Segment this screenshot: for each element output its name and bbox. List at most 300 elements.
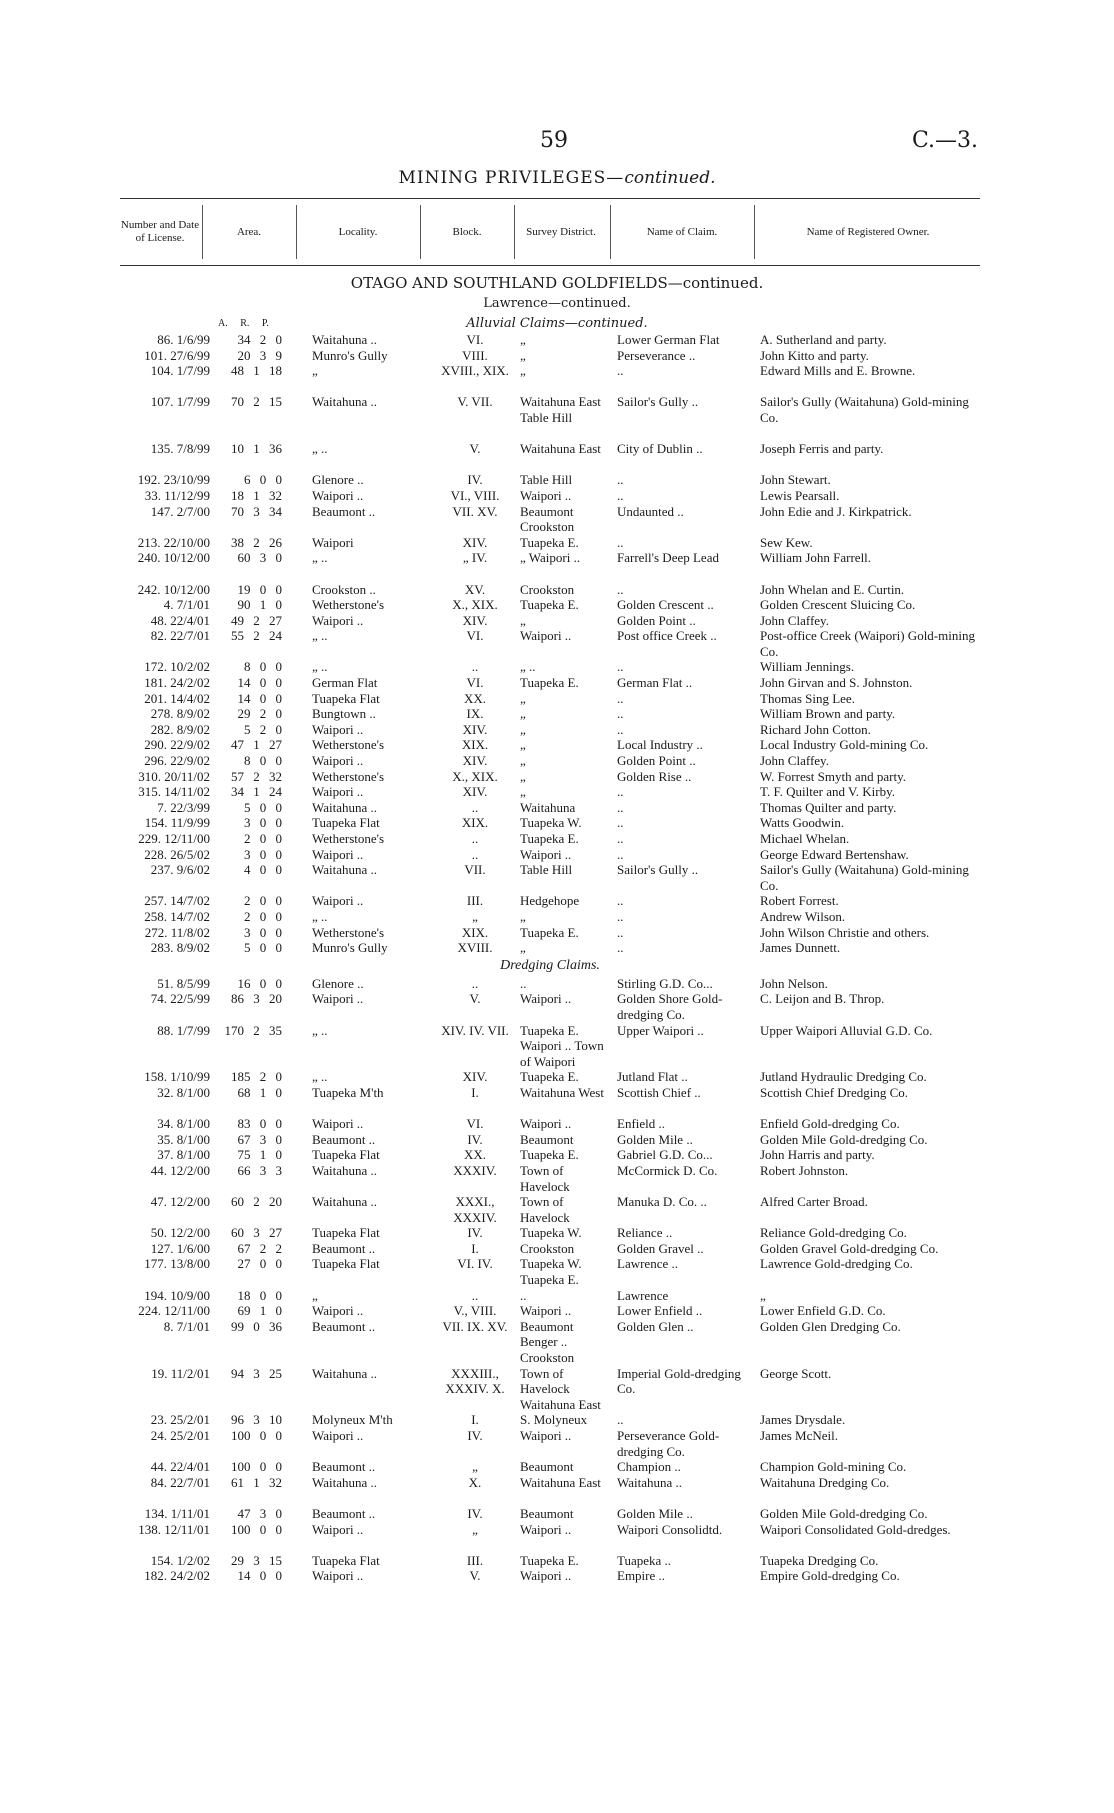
claim-name-cell: Tuapeka .. <box>617 1552 672 1568</box>
block-cell: V. VII. <box>457 394 493 410</box>
owner-cell: Watts Goodwin. <box>760 815 845 831</box>
locality-cell: Waitahuna .. <box>312 799 378 815</box>
claim-name-cell: Golden Point .. <box>617 612 696 628</box>
table-row <box>120 1553 980 1569</box>
claim-name-cell: .. <box>617 799 624 815</box>
block-cell: IV. <box>467 1506 483 1521</box>
col-divider <box>202 205 203 259</box>
col-header-area: Area. <box>236 225 262 238</box>
survey-cell: „ Waipori .. <box>520 550 581 566</box>
col-header-claim: Name of Claim. <box>646 225 718 238</box>
claim-name-cell: Manuka D. Co. .. <box>617 1194 707 1210</box>
table-row <box>120 1288 980 1304</box>
owner-cell: Alfred Carter Broad. <box>760 1194 868 1210</box>
claim-name-cell: .. <box>617 1412 624 1428</box>
col-header-locality: Locality. <box>338 225 378 238</box>
table-row <box>120 394 980 441</box>
survey-cell: Tuapeka E. <box>520 1147 579 1163</box>
area-cell: 47 1 27 <box>231 737 282 753</box>
area-cell: 2 0 0 <box>244 908 282 924</box>
owner-cell: Robert Forrest. <box>760 893 839 909</box>
license-cell: 282. 8/9/02 <box>150 721 210 737</box>
block-cell: V., VIII. <box>453 1303 497 1319</box>
block-cell: XV. <box>464 581 486 597</box>
survey-cell: Waipori .. <box>520 487 572 503</box>
locality-cell: „ <box>312 363 318 379</box>
page-number: 59 <box>540 128 568 153</box>
owner-cell: Enfield Gold-dredging Co. <box>760 1116 900 1132</box>
license-cell: 138. 12/11/01 <box>138 1521 210 1537</box>
owner-cell: W. Forrest Smyth and party. <box>760 768 906 784</box>
license-cell: 296. 22/9/02 <box>144 753 210 769</box>
survey-cell: „ <box>520 753 526 769</box>
area-cell: 170 2 35 <box>224 1022 282 1038</box>
license-cell: 32. 8/1/00 <box>157 1084 210 1100</box>
owner-cell: John Nelson. <box>760 975 828 991</box>
block-cell: VI. <box>466 628 484 644</box>
table-row <box>120 862 980 893</box>
area-cell: 185 2 0 <box>231 1069 282 1085</box>
block-cell: XXXIII., XXXIV. X. <box>445 1365 505 1397</box>
table-row <box>120 1366 980 1413</box>
owner-cell: Lawrence Gold-dredging Co. <box>760 1256 913 1272</box>
owner-cell: Waitahuna Dredging Co. <box>760 1474 890 1490</box>
table-row <box>120 1147 980 1163</box>
table-row <box>120 800 980 816</box>
owner-cell: „ <box>760 1287 766 1303</box>
col-divider <box>754 205 755 259</box>
locality-cell: „ .. <box>312 441 328 457</box>
locality-cell: Tuapeka Flat <box>312 1147 380 1163</box>
col-divider <box>514 205 515 259</box>
area-cell: 60 2 20 <box>231 1194 282 1210</box>
license-cell: 86. 1/6/99 <box>157 332 210 347</box>
license-cell: 23. 25/2/01 <box>150 1412 210 1428</box>
claim-name-cell: Gabriel G.D. Co... <box>617 1147 713 1163</box>
area-cell: 29 2 0 <box>237 706 282 722</box>
table-row <box>120 332 980 348</box>
owner-cell: Golden Gravel Gold-dredging Co. <box>760 1240 939 1256</box>
owner-cell: Jutland Hydraulic Dredging Co. <box>760 1069 927 1085</box>
locality-cell: „ .. <box>312 1022 328 1038</box>
block-cell: XIX. <box>461 924 489 940</box>
block-cell: X., XIX. <box>452 597 498 613</box>
table-row <box>120 1225 980 1241</box>
survey-cell: Tuapeka E. Waipori .. Town of Waipori <box>520 1022 604 1069</box>
block-cell: XIV. IV. VII. <box>441 1022 509 1038</box>
area-cell: 57 2 32 <box>231 768 282 784</box>
license-cell: 48. 22/4/01 <box>150 612 210 628</box>
table-row <box>120 597 980 613</box>
claim-name-cell: .. <box>617 908 624 924</box>
locality-cell: Waipori .. <box>312 893 364 909</box>
locality-cell: Glenore .. <box>312 472 364 488</box>
claim-name-cell: Perseverance .. <box>617 347 696 363</box>
owner-cell: Golden Crescent Sluicing Co. <box>760 597 916 613</box>
license-cell: 240. 10/12/00 <box>137 550 210 566</box>
owner-cell: James McNeil. <box>760 1428 838 1444</box>
area-cell: 5 0 0 <box>244 940 282 956</box>
locality-cell: Tuapeka Flat <box>312 1225 380 1241</box>
survey-cell: „ <box>520 721 526 737</box>
survey-cell: .. <box>520 975 527 991</box>
area-cell: 67 2 2 <box>237 1240 282 1256</box>
locality-cell: Munro's Gully <box>312 940 388 956</box>
table-row <box>120 847 980 863</box>
license-cell: 82. 22/7/01 <box>150 628 210 644</box>
owner-cell: Sailor's Gully (Waitahuna) Gold-mining Co. <box>760 394 969 425</box>
claim-name-cell: .. <box>617 534 624 550</box>
table-row <box>120 815 980 831</box>
claim-name-cell: .. <box>617 784 624 800</box>
owner-cell: John Claffey. <box>760 753 829 769</box>
table-row <box>120 628 980 659</box>
table-row <box>120 909 980 925</box>
table-row <box>120 976 980 992</box>
table-row <box>120 753 980 769</box>
col-divider <box>296 205 297 259</box>
block-cell: .. <box>471 799 479 815</box>
area-cell: 60 3 27 <box>231 1225 282 1241</box>
block-cell: XIX. <box>461 737 489 753</box>
locality-cell: Waitahuna .. <box>312 394 378 410</box>
block-cell: I. <box>471 1240 479 1256</box>
survey-cell: Crookston <box>520 1240 575 1256</box>
license-cell: 237. 9/6/02 <box>150 862 210 878</box>
table-row <box>120 784 980 800</box>
locality-cell: Beaumont .. <box>312 503 376 519</box>
owner-cell: John Kitto and party. <box>760 347 869 363</box>
survey-cell: Waipori .. <box>520 1116 572 1132</box>
license-cell: 213. 22/10/00 <box>137 534 210 550</box>
owner-cell: Michael Whelan. <box>760 831 850 847</box>
owner-cell: Thomas Sing Lee. <box>760 690 855 706</box>
claim-name-cell: Lawrence <box>617 1287 669 1303</box>
block-cell: XIV. <box>462 784 488 800</box>
claim-name-cell: Lawrence .. <box>617 1256 678 1272</box>
survey-cell: „ <box>520 332 526 347</box>
owner-cell: Lower Enfield G.D. Co. <box>760 1303 886 1319</box>
block-cell: VI. <box>466 1116 484 1132</box>
owner-cell: A. Sutherland and party. <box>760 332 887 347</box>
license-cell: 104. 1/7/99 <box>150 363 210 379</box>
license-cell: 7. 22/3/99 <box>157 799 210 815</box>
claim-name-cell: Perseverance Gold-dredging Co. <box>617 1428 720 1459</box>
survey-cell: Beaumont Benger .. Crookston <box>520 1318 575 1366</box>
block-cell: XX. <box>463 690 487 706</box>
survey-cell: S. Molyneux <box>520 1412 588 1428</box>
area-cell: 2 0 0 <box>244 831 282 847</box>
block-cell: V. <box>469 991 481 1007</box>
block-cell: XXXI., XXXIV. <box>453 1194 497 1225</box>
locality-cell: Wetherstone's <box>312 768 385 784</box>
table-row <box>120 831 980 847</box>
table-row <box>120 659 980 675</box>
table-row <box>120 441 980 472</box>
table-row <box>120 1132 980 1148</box>
table-row <box>120 504 980 535</box>
claim-name-cell: .. <box>617 690 624 706</box>
owner-cell: George Edward Bertenshaw. <box>760 846 909 862</box>
block-cell: IX. <box>466 706 484 722</box>
owner-cell: Local Industry Gold-mining Co. <box>760 737 929 753</box>
table-row <box>120 613 980 629</box>
table-row <box>120 991 980 1022</box>
survey-cell: Waipori .. <box>520 1568 572 1584</box>
block-cell: XIV. <box>462 753 488 769</box>
block-cell: VII. <box>464 862 486 878</box>
area-cell: 3 0 0 <box>244 846 282 862</box>
claim-name-cell: Upper Waipori .. <box>617 1022 704 1038</box>
license-cell: 310. 20/11/02 <box>138 768 210 784</box>
alluvial-heading: Alluvial Claims—continued. <box>466 316 648 331</box>
area-cell: 66 3 3 <box>237 1162 282 1178</box>
locality-cell: Waipori .. <box>312 487 364 503</box>
table-row <box>120 940 980 956</box>
locality-cell: Beaumont .. <box>312 1131 376 1147</box>
owner-cell: John Stewart. <box>760 472 831 488</box>
locality-cell: „ .. <box>312 628 328 644</box>
table-row <box>120 1319 980 1366</box>
area-cell: 67 3 0 <box>237 1131 282 1147</box>
owner-cell: Empire Gold-dredging Co. <box>760 1568 900 1584</box>
owner-cell: John Wilson Christie and others. <box>760 924 930 940</box>
block-cell: VI., VIII. <box>450 487 500 503</box>
claim-name-cell: .. <box>617 487 624 503</box>
claim-name-cell: .. <box>617 831 624 847</box>
block-cell: XIV. <box>462 612 488 628</box>
area-cell: 61 1 32 <box>231 1474 282 1490</box>
area-cell: 34 2 0 <box>237 332 282 347</box>
district-heading: Lawrence—continued. <box>483 296 631 311</box>
owner-cell: William Jennings. <box>760 659 855 675</box>
survey-cell: „ .. <box>520 659 536 675</box>
block-cell: I. <box>471 1084 479 1100</box>
claim-name-cell: Waitahuna .. <box>617 1474 683 1490</box>
claim-name-cell: Jutland Flat .. <box>617 1069 688 1085</box>
owner-cell: Thomas Quilter and party. <box>760 799 897 815</box>
locality-cell: Wetherstone's <box>312 737 385 753</box>
owner-cell: Robert Johnston. <box>760 1162 849 1178</box>
area-cell: 99 0 36 <box>231 1318 282 1334</box>
license-cell: 229. 12/11/00 <box>138 831 210 847</box>
survey-cell: „ <box>520 784 526 800</box>
survey-cell: .. <box>520 1287 527 1303</box>
claim-name-cell: Scottish Chief .. <box>617 1084 701 1100</box>
area-cell: 5 2 0 <box>244 721 282 737</box>
claim-name-cell: Sailor's Gully .. <box>617 862 699 878</box>
owner-cell: Andrew Wilson. <box>760 908 846 924</box>
locality-cell: Waipori .. <box>312 846 364 862</box>
table-row <box>120 472 980 488</box>
survey-cell: „ <box>520 768 526 784</box>
area-cell: 18 1 32 <box>231 487 282 503</box>
block-cell: „ IV. <box>462 550 488 566</box>
survey-cell: Tuapeka W. <box>520 815 582 831</box>
claim-name-cell: .. <box>617 815 624 831</box>
survey-cell: Hedgehope <box>520 893 580 909</box>
area-cell: 96 3 10 <box>231 1412 282 1428</box>
claim-name-cell: .. <box>617 706 624 722</box>
block-cell: VIII. <box>462 347 488 363</box>
area-cell: 90 1 0 <box>237 597 282 613</box>
area-cell: 14 0 0 <box>237 675 282 691</box>
survey-cell: Tuapeka W. Tuapeka E. <box>520 1256 582 1288</box>
table-row <box>120 1163 980 1194</box>
owner-cell: George Scott. <box>760 1365 832 1381</box>
license-cell: 37. 8/1/00 <box>157 1147 210 1163</box>
owner-cell: John Girvan and S. Johnston. <box>760 675 913 691</box>
license-cell: 8. 7/1/01 <box>163 1318 210 1334</box>
survey-cell: „ <box>520 690 526 706</box>
claim-name-cell: .. <box>617 721 624 737</box>
table-row <box>120 1069 980 1085</box>
area-cell: 27 0 0 <box>237 1256 282 1272</box>
owner-cell: James Drysdale. <box>760 1412 846 1428</box>
block-cell: V. <box>469 441 481 457</box>
license-cell: 182. 24/2/02 <box>144 1568 210 1584</box>
survey-cell: Waipori .. <box>520 991 572 1007</box>
area-cell: 100 0 0 <box>231 1459 282 1475</box>
survey-cell: Crookston <box>520 581 575 597</box>
block-cell: V. <box>469 1568 481 1584</box>
owner-cell: Lewis Pearsall. <box>760 487 840 503</box>
license-cell: 228. 26/5/02 <box>144 846 210 862</box>
claim-name-cell: German Flat .. <box>617 675 693 691</box>
area-cell: 20 3 9 <box>237 347 282 363</box>
table-row <box>120 1116 980 1132</box>
claim-name-cell: Farrell's Deep Lead <box>617 550 719 566</box>
table-row <box>120 1241 980 1257</box>
table-row <box>120 1194 980 1225</box>
table-row <box>120 550 980 581</box>
license-cell: 201. 14/4/02 <box>144 690 210 706</box>
claim-name-cell: Enfield .. <box>617 1116 666 1132</box>
table-row <box>120 706 980 722</box>
locality-cell: Tuapeka M'th <box>312 1084 384 1100</box>
table-row <box>120 893 980 909</box>
survey-cell: Waipori .. <box>520 628 572 644</box>
claim-name-cell: Golden Mile .. <box>617 1506 693 1521</box>
claim-name-cell: Golden Shore Gold-dredging Co. <box>617 991 723 1022</box>
license-cell: 107. 1/7/99 <box>150 394 210 410</box>
claim-name-cell: .. <box>617 363 624 379</box>
license-cell: 194. 10/9/00 <box>144 1287 210 1303</box>
license-cell: 4. 7/1/01 <box>163 597 210 613</box>
license-cell: 127. 1/6/00 <box>150 1240 210 1256</box>
locality-cell: Waipori <box>312 534 354 550</box>
claim-name-cell: Local Industry .. <box>617 737 703 753</box>
area-cell: 29 3 15 <box>231 1552 282 1568</box>
area-cell: 3 0 0 <box>244 815 282 831</box>
locality-cell: Beaumont .. <box>312 1240 376 1256</box>
locality-cell: Waipori .. <box>312 721 364 737</box>
block-cell: „ <box>472 908 478 924</box>
table-row <box>120 722 980 738</box>
claim-name-cell: Golden Point .. <box>617 753 696 769</box>
license-cell: 192. 23/10/99 <box>137 472 210 488</box>
survey-cell: Beaumont <box>520 1131 574 1147</box>
area-cell: 2 0 0 <box>244 893 282 909</box>
locality-cell: Bungtown .. <box>312 706 376 722</box>
block-cell: .. <box>471 831 479 847</box>
claim-name-cell: Golden Mile .. <box>617 1131 693 1147</box>
area-cell: 68 1 0 <box>237 1084 282 1100</box>
area-cell: 18 0 0 <box>237 1287 282 1303</box>
owner-cell: Richard John Cotton. <box>760 721 871 737</box>
block-cell: I. <box>471 1412 479 1428</box>
survey-cell: Tuapeka E. <box>520 534 579 550</box>
area-cell: 100 0 0 <box>231 1428 282 1444</box>
license-cell: 44. 22/4/01 <box>150 1459 210 1475</box>
survey-cell: Town of Havelock Waitahuna East <box>520 1365 601 1412</box>
owner-cell: Sailor's Gully (Waitahuna) Gold-mining Co. <box>760 862 969 893</box>
block-cell: VI. <box>466 332 484 347</box>
claim-name-cell: City of Dublin .. <box>617 441 703 457</box>
area-cell: 5 0 0 <box>244 799 282 815</box>
survey-cell: Waitahuna East <box>520 1474 601 1490</box>
survey-cell: Table Hill <box>520 472 573 488</box>
license-cell: 258. 14/7/02 <box>144 908 210 924</box>
table-row <box>120 1522 980 1553</box>
locality-cell: Waitahuna .. <box>312 1365 378 1381</box>
block-cell: XIV. <box>462 534 488 550</box>
owner-cell: T. F. Quilter and V. Kirby. <box>760 784 895 800</box>
area-cell: 10 1 36 <box>231 441 282 457</box>
license-cell: 315. 14/11/02 <box>138 784 210 800</box>
owner-cell: Golden Mile Gold-dredging Co. <box>760 1131 928 1147</box>
license-cell: 47. 12/2/00 <box>150 1194 210 1210</box>
area-cell: 83 0 0 <box>237 1116 282 1132</box>
locality-cell: Waipori .. <box>312 1116 364 1132</box>
owner-cell: John Edie and J. Kirkpatrick. <box>760 503 912 519</box>
table-header <box>120 198 980 266</box>
locality-cell: Waitahuna .. <box>312 862 378 878</box>
area-cell: 86 3 20 <box>231 991 282 1007</box>
table-row <box>120 691 980 707</box>
area-cell: 60 3 0 <box>237 550 282 566</box>
owner-cell: Golden Glen Dredging Co. <box>760 1318 901 1334</box>
license-cell: 283. 8/9/02 <box>150 940 210 956</box>
claim-name-cell: Sailor's Gully .. <box>617 394 699 410</box>
block-cell: XX. <box>463 1147 487 1163</box>
block-cell: .. <box>471 1287 479 1303</box>
owner-cell: Waipori Consolidated Gold-dredges. <box>760 1521 951 1537</box>
survey-cell: Tuapeka E. <box>520 924 579 940</box>
table-row <box>120 488 980 504</box>
locality-cell: Beaumont .. <box>312 1506 376 1521</box>
locality-cell: Wetherstone's <box>312 597 385 613</box>
license-cell: 242. 10/12/00 <box>137 581 210 597</box>
license-cell: 74. 22/5/99 <box>150 991 210 1007</box>
owner-cell: John Harris and party. <box>760 1147 875 1163</box>
locality-cell: „ <box>312 1287 318 1303</box>
locality-cell: Waipori .. <box>312 784 364 800</box>
block-cell: „ <box>472 1459 478 1475</box>
survey-cell: Waipori .. <box>520 846 572 862</box>
locality-cell: Tuapeka Flat <box>312 815 380 831</box>
area-cell: 48 1 18 <box>231 363 282 379</box>
area-cell: 19 0 0 <box>237 581 282 597</box>
license-cell: 33. 11/12/99 <box>144 487 210 503</box>
owner-cell: Upper Waipori Alluvial G.D. Co. <box>760 1022 933 1038</box>
claim-name-cell: .. <box>617 846 624 862</box>
claim-name-cell: .. <box>617 472 624 488</box>
col-divider <box>610 205 611 259</box>
block-cell: III. <box>466 1552 484 1568</box>
owner-cell: Reliance Gold-dredging Co. <box>760 1225 907 1241</box>
survey-cell: Tuapeka E. <box>520 597 579 613</box>
